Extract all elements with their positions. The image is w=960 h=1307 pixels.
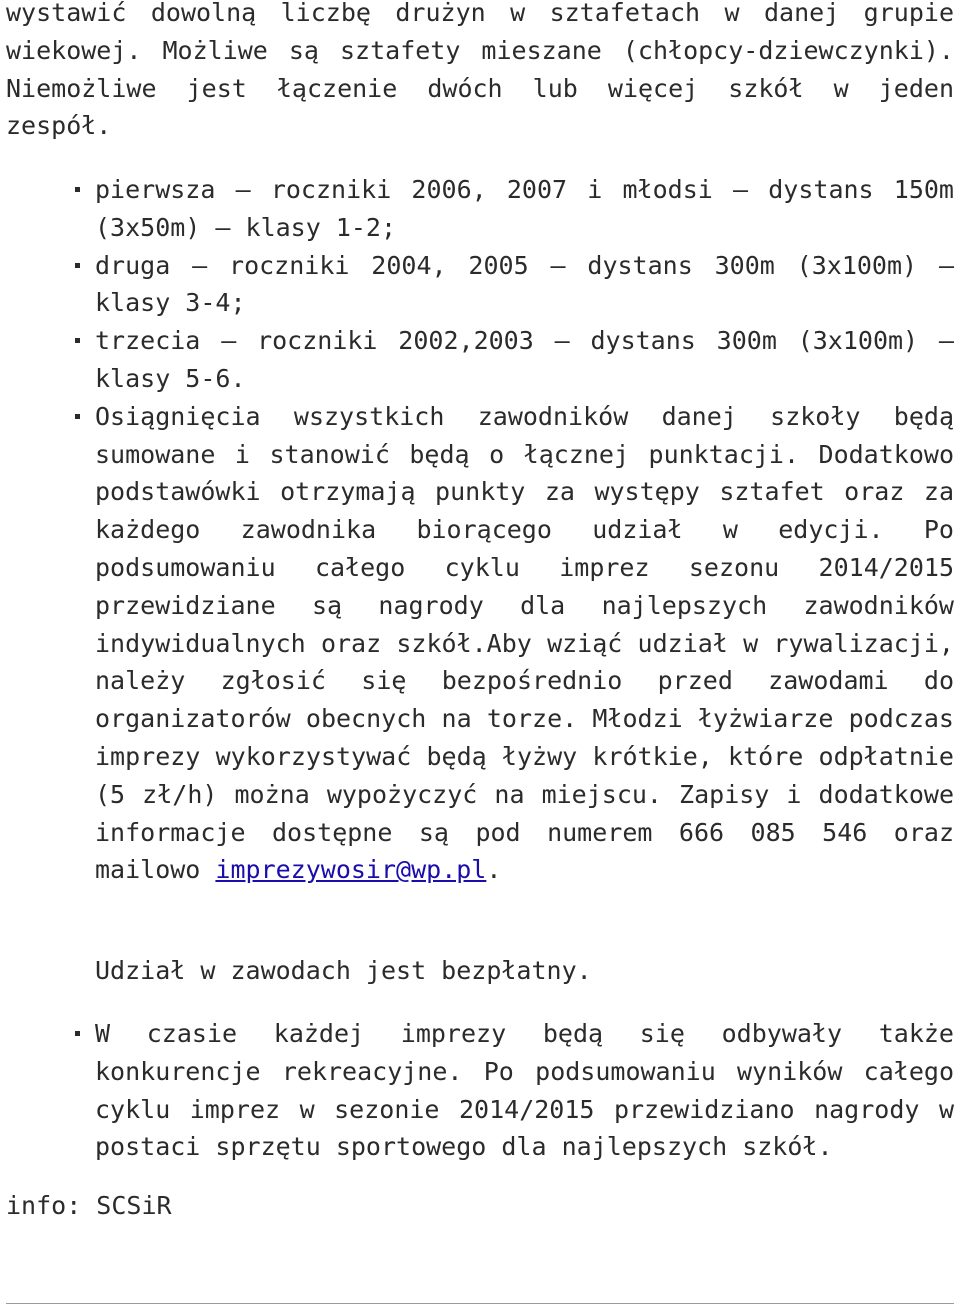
list-item <box>0 398 954 889</box>
summary-end: . <box>486 855 502 885</box>
fee-note: Udział w zawodach jest bezpłatny. <box>95 956 592 985</box>
email-link[interactable]: imprezywosir@wp.pl <box>215 855 487 885</box>
footer-divider <box>6 1303 954 1304</box>
summary-text: Osiągnięcia wszystkich zawodników danej szkoły będą sumowane i stanowić będą o łącznej punktacji. Dodatkowo podstawówki otrzymają punkty za występy sztafet oraz za każdego zawodnika biorącego udział w edycji. Po podsumowaniu całego cyklu imprez sezonu 2014/2015 przewidziane są nagrody dla najlepszych zawodników indywidualnych oraz szkół.Aby wziąć udział w rywalizacji, należy zgłosić się bezpośrednio przed zawodami do organizatorów obecnych na torze. Młodzi łyżwiarze podczas imprezy wykorzystywać będą łyżwy krótkie, które odpłatnie (5 zł/h) można wypożyczyć na miejscu. Zapisy i dodatkowe informacje dostępne są pod numerem 666 085 546 oraz mailowo <box>95 401 954 885</box>
bullet-icon <box>75 187 80 192</box>
list-item <box>0 322 954 398</box>
bullet-icon <box>75 1031 80 1036</box>
list-item-text: druga – roczniki 2004, 2005 – dystans 300m (3x100m) – klasy 3-4; <box>95 250 954 318</box>
list-item-text: trzecia – roczniki 2002,2003 – dystans 300m (3x100m) – klasy 5-6. <box>95 326 954 393</box>
list-item <box>0 247 954 323</box>
info-source: info: SCSiR <box>6 1191 172 1220</box>
age-group-list <box>0 171 954 889</box>
list-item <box>0 171 954 247</box>
intro-paragraph: wystawić dowolną liczbę drużyn w sztafetach w danej grupie wiekowej. Możliwe są sztafety mieszane (chłopcy-dziewczynki). Niemożliwe jest łączenie dwóch lub więcej szkół w jeden zespół. <box>6 0 954 141</box>
list-item <box>0 1015 954 1166</box>
recreation-list <box>0 1015 954 1166</box>
bullet-icon <box>75 338 80 343</box>
bullet-icon <box>75 414 80 419</box>
bullet-icon <box>75 263 80 268</box>
list-item-text: pierwsza – roczniki 2006, 2007 i młodsi – dystans 150m (3x50m) – klasy 1-2; <box>95 175 954 242</box>
list-item-text: W czasie każdej imprezy będą się odbywały także konkurencje rekreacyjne. Po podsumowaniu wyników całego cyklu imprez w sezonie 2014/2015 przewidziano nagrody w postaci sprzętu sportowego dla najlepszych szkół. <box>95 1019 954 1162</box>
